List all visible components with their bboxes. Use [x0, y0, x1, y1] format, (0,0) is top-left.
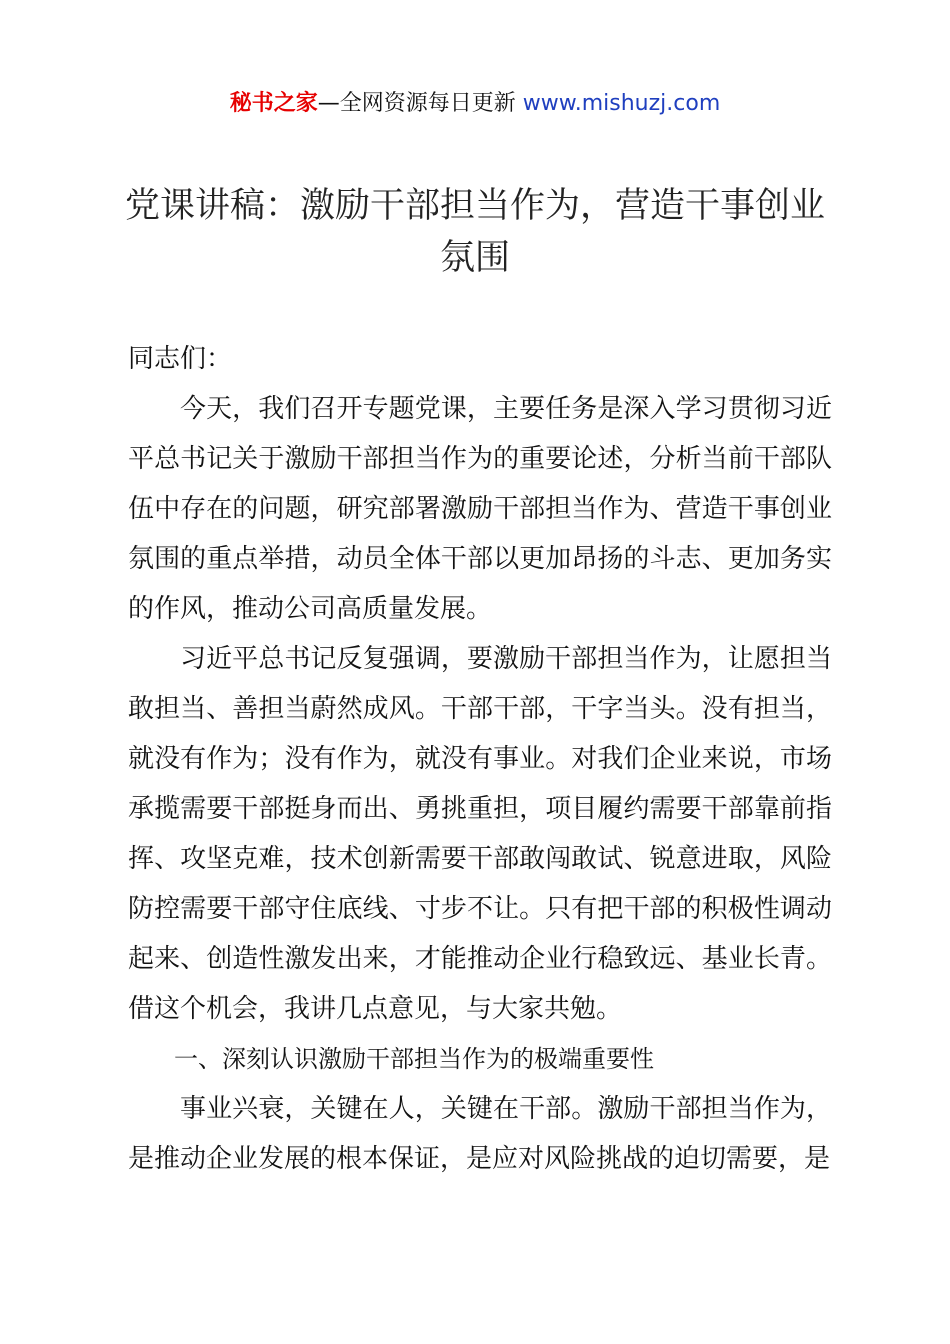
body-paragraph-1: 今天，我们召开专题党课，主要任务是深入学习贯彻习近平总书记关于激励干部担当作为的重要论述，分析当前干部队伍中存在的问题，研究部署激励干部担当作为、营造干事创业氛围的重点举措，动员全体干部以更加昂扬的斗志、更加务实的作风，推动公司高质量发展。	[128, 394, 832, 624]
section-paragraph: 事业兴衰，关键在人，关键在干部。激励干部担当作为，是推动企业发展的根本保证，是应对风险挑战的迫切需要，是	[128, 1094, 832, 1174]
document-title: 党课讲稿：激励干部担当作为，营造干事创业氛围	[124, 186, 825, 278]
document-body	[128, 334, 832, 1184]
site-header	[0, 86, 950, 122]
body-paragraph-2: 习近平总书记反复强调，要激励干部担当作为，让愿担当敢担当、善担当蔚然成风。干部干部，干字当头。没有担当，就没有作为；没有作为，就没有事业。对我们企业来说，市场承揽需要干部挺身而出、勇挑重担，项目履约需要干部靠前指挥、攻坚克难，技术创新需要干部敢闯敢试、锐意进取，风险防控需要干部守住底线、寸步不让。只有把干部的积极性调动起来、创造性激发出来，才能推动企业行稳致远、基业长青。借这个机会，我讲几点意见，与大家共勉。	[128, 644, 832, 1024]
brand-name: 秘书之家	[229, 91, 318, 116]
header-slogan: —全网资源每日更新	[317, 91, 516, 116]
salutation: 同志们：	[128, 344, 233, 374]
section-heading: 一、深刻认识激励干部担当作为的极端重要性	[174, 1045, 654, 1073]
site-url-link[interactable]: www.mishuzj.com	[522, 91, 721, 116]
